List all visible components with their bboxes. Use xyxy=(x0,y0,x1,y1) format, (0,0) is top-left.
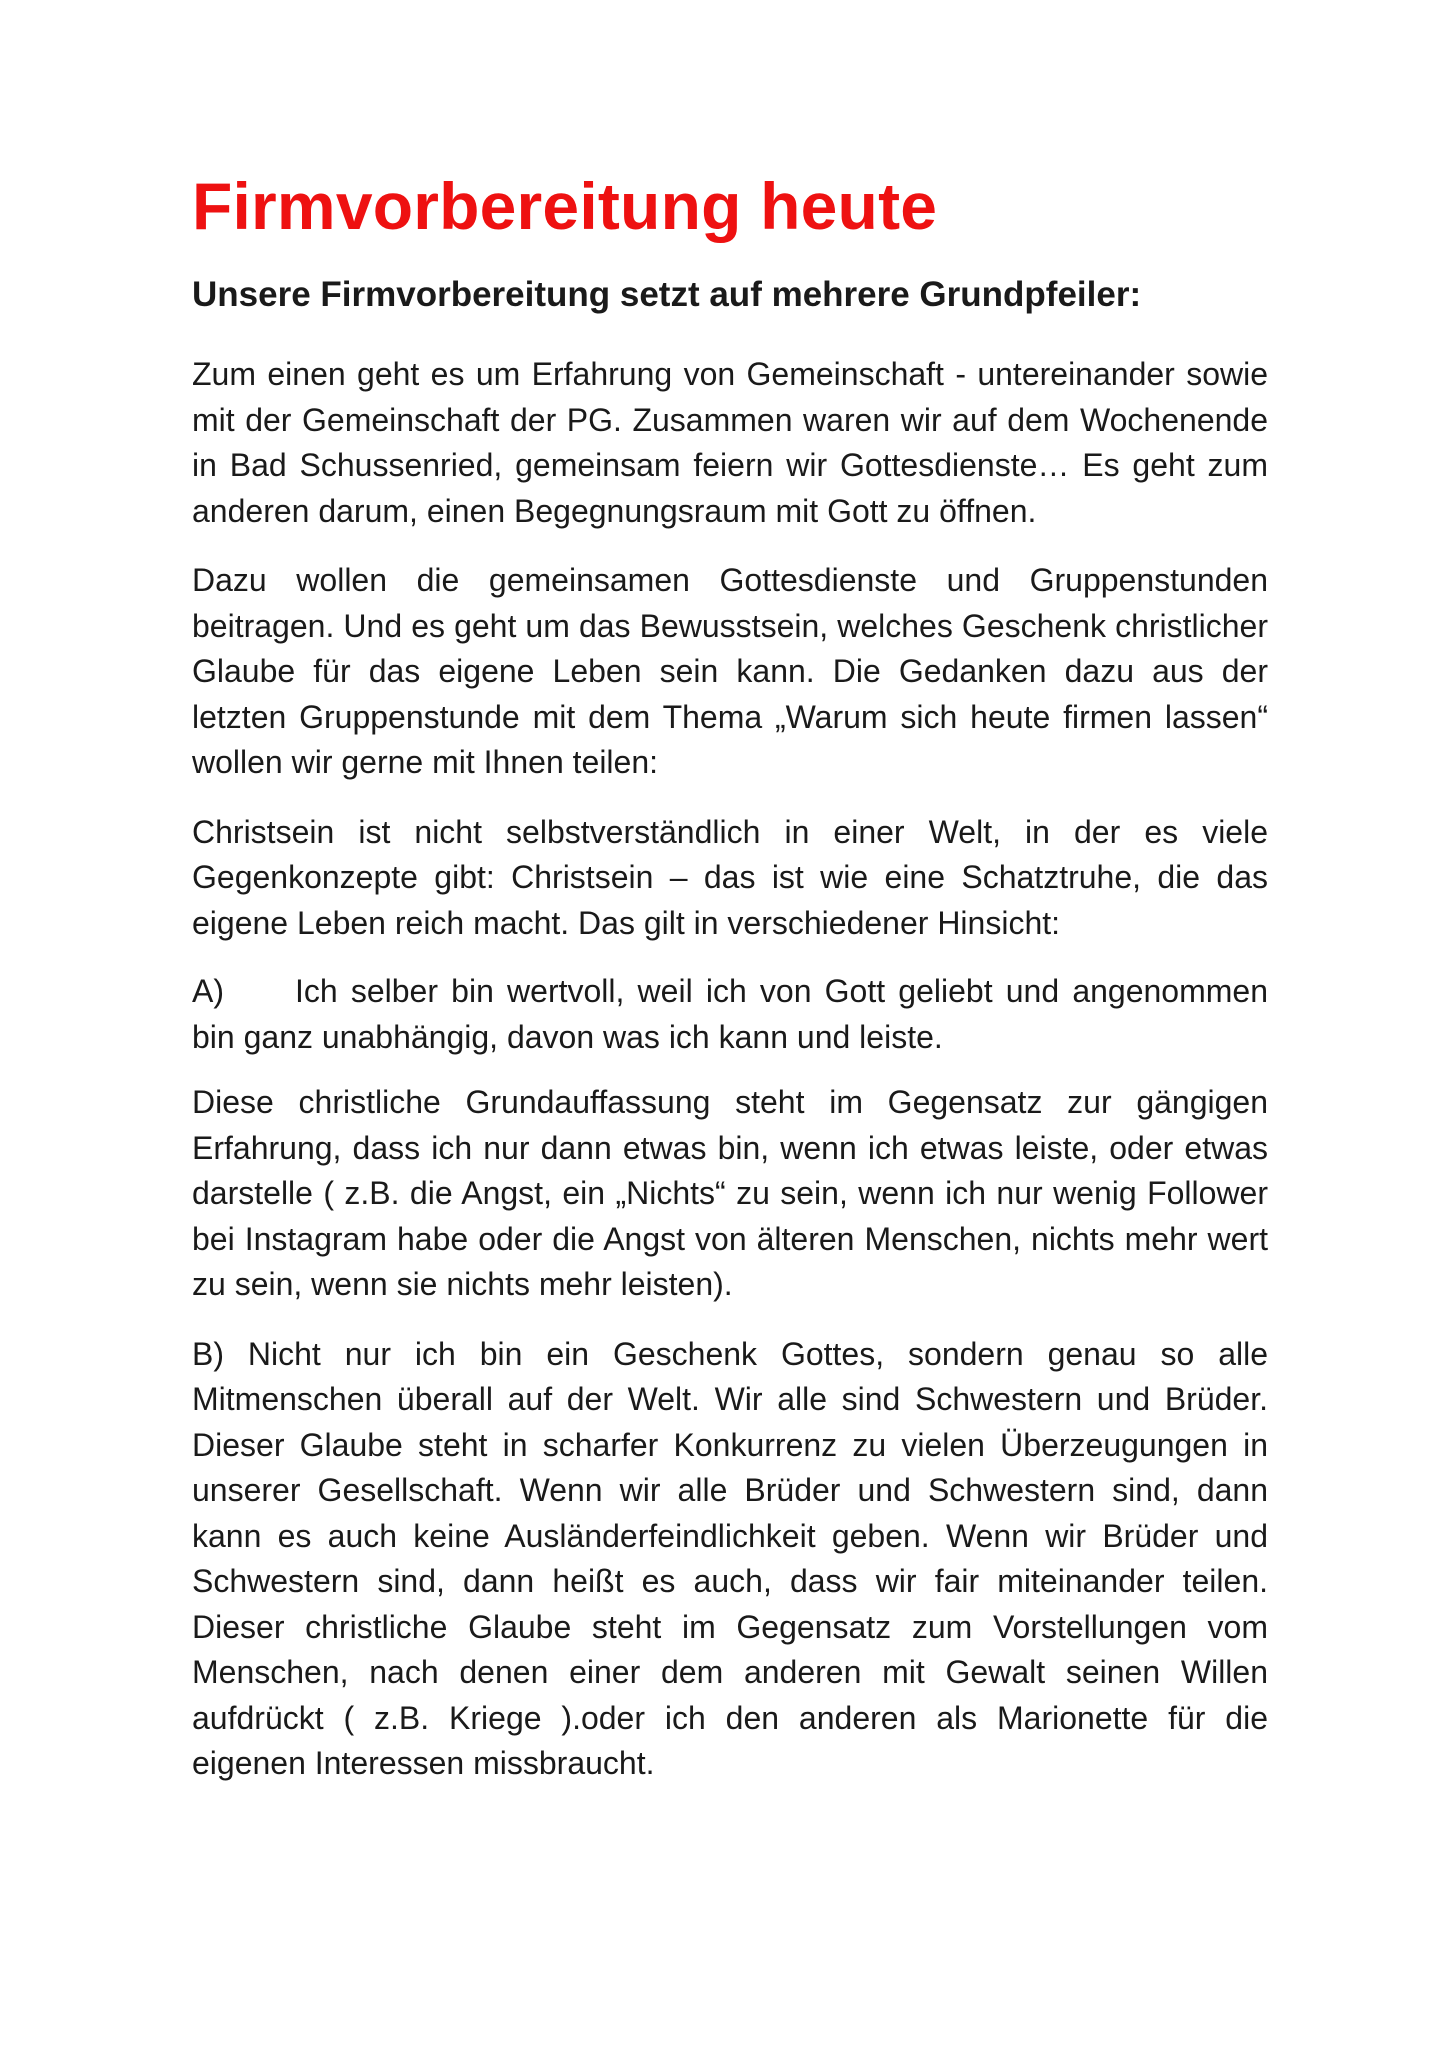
paragraph-point-a xyxy=(192,969,1268,1060)
point-a-text: Ich selber bin wertvoll, weil ich von Gott geliebt und angenommen bin ganz unabhängig, davon was ich kann und leiste. xyxy=(192,973,1268,1055)
paragraph-point-b: B) Nicht nur ich bin ein Geschenk Gottes, sondern genau so alle Mitmenschen überall auf der Welt. Wir alle sind Schwestern und Brüder. Dieser Glaube steht in scharfer Konkurrenz zu vielen Überzeugungen in unserer Gesellschaft. Wenn wir alle Brüder und Schwestern sind, dann kann es auch keine Ausländerfeindlichkeit geben. Wenn wir Brüder und Schwestern sind, dann heißt es auch, dass wir fair miteinander teilen. Dieser christliche Glaube steht im Gegensatz zum Vorstellungen vom Menschen, nach denen einer dem anderen mit Gewalt seinen Willen aufdrückt ( z.B. Kriege ).oder ich den anderen als Marionette für die eigenen Interessen missbraucht. xyxy=(192,1335,1268,1781)
paragraph-christianity: Christsein ist nicht selbstverständlich in einer Welt, in der es viele Gegenkonzepte gibt: Christsein – das ist wie eine Schatztruhe, die das eigene Leben reich macht. Das gilt in verschiedener Hinsicht: xyxy=(192,813,1268,941)
document-title: Firmvorbereitung heute xyxy=(192,169,938,243)
document-page xyxy=(192,168,1268,1787)
point-a-letter: A) xyxy=(192,973,224,1009)
paragraph-community: Zum einen geht es um Erfahrung von Gemeinschaft - untereinander sowie mit der Gemeinschaft der PG. Zusammen waren wir auf dem Wochenende in Bad Schussenried, gemeinsam feiern wir Gottesdienste… Es geht zum anderen darum, einen Begegnungsraum mit Gott zu öffnen. xyxy=(192,356,1268,529)
paragraph-services: Dazu wollen die gemeinsamen Gottesdienste und Gruppenstunden beitragen. Und es geht um das Bewusstsein, welches Geschenk christlicher Glaube für das eigene Leben sein kann. Die Gedanken dazu aus der letzten Gruppenstunde mit dem Thema „Warum sich heute firmen lassen“ wollen wir gerne mit Ihnen teilen: xyxy=(192,562,1268,780)
paragraph-contrast: Diese christliche Grundauffassung steht im Gegensatz zur gängigen Erfahrung, dass ich nur dann etwas bin, wenn ich etwas leiste, oder etwas darstelle ( z.B. die Angst, ein „Nichts“ zu sein, wenn ich nur wenig Follower bei Instagram habe oder die Angst von älteren Menschen, nichts mehr wert zu sein, wenn sie nichts mehr leisten). xyxy=(192,1084,1268,1302)
document-subtitle: Unsere Firmvorbereitung setzt auf mehrere Grundpfeiler: xyxy=(192,275,1142,314)
